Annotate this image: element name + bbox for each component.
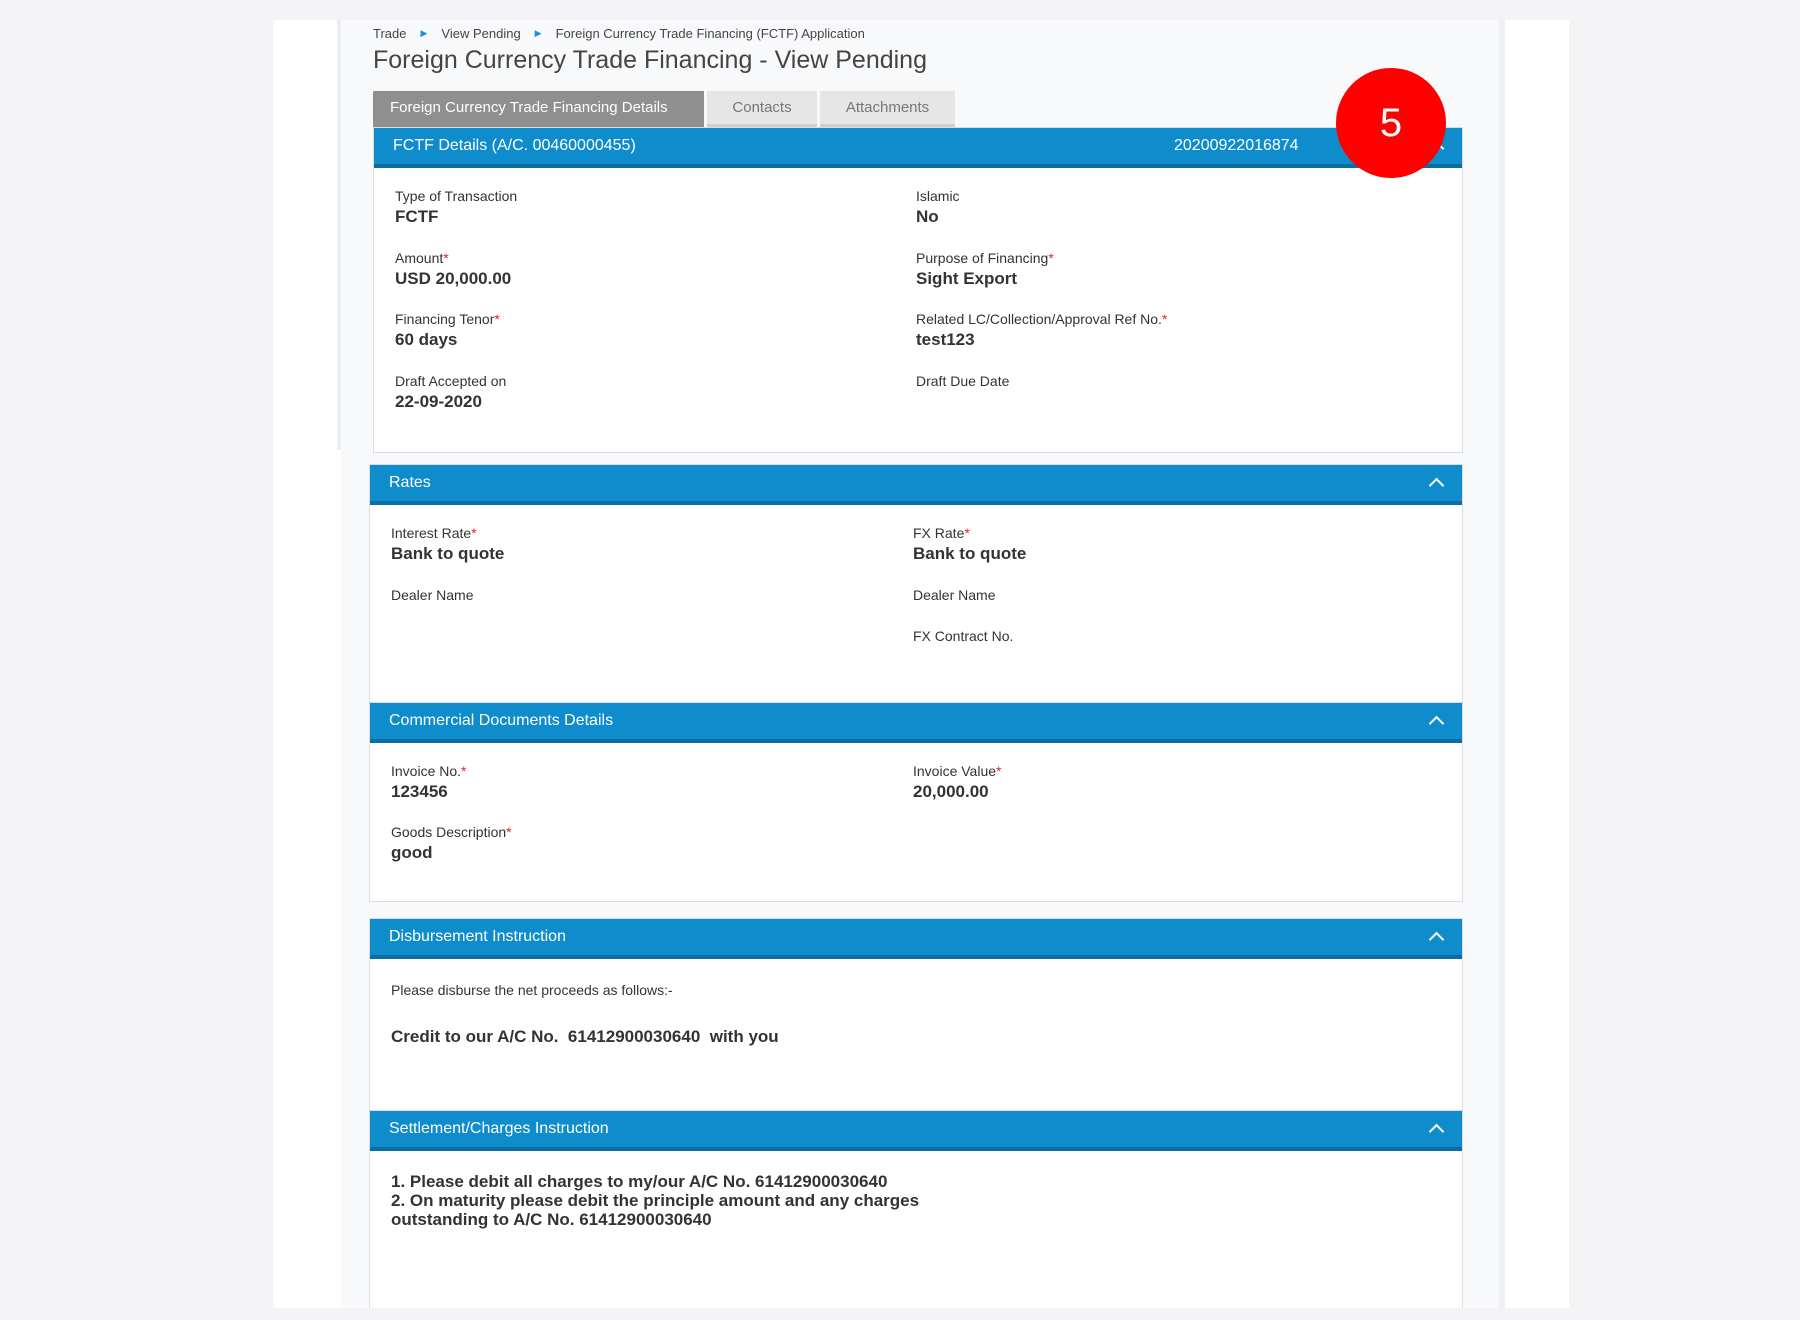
islamic-value: No bbox=[916, 207, 939, 226]
field-interest-rate bbox=[391, 525, 504, 564]
field-draft-due bbox=[916, 373, 1009, 389]
related-value: test123 bbox=[916, 330, 975, 349]
tenor-value: 60 days bbox=[395, 330, 458, 349]
draft-accepted-value: 22-09-2020 bbox=[395, 392, 482, 411]
invoice-no-label: Invoice No.* bbox=[391, 763, 467, 779]
amount-value: USD 20,000.00 bbox=[395, 269, 512, 288]
disbursement-section bbox=[369, 918, 1463, 1118]
field-islamic bbox=[916, 188, 960, 227]
settlement-header[interactable] bbox=[370, 1111, 1462, 1151]
rates-header[interactable] bbox=[370, 465, 1462, 505]
disbursement-title: Disbursement Instruction bbox=[389, 928, 566, 945]
rates-section bbox=[369, 464, 1463, 710]
field-goods-description bbox=[391, 824, 512, 863]
invoice-value-label: Invoice Value* bbox=[913, 763, 1002, 779]
fctf-details-section bbox=[373, 127, 1463, 453]
commercial-docs-section bbox=[369, 702, 1463, 902]
disbursement-intro: Please disburse the net proceeds as follows:- bbox=[391, 982, 673, 998]
type-label: Type of Transaction bbox=[395, 188, 518, 204]
field-invoice-no bbox=[391, 763, 467, 802]
step-number-badge: 5 bbox=[1336, 68, 1446, 178]
settlement-section bbox=[369, 1110, 1463, 1308]
chevron-right-icon: ▶ bbox=[420, 28, 428, 38]
tab-bar bbox=[373, 91, 955, 127]
fx-label: FX Rate* bbox=[913, 525, 970, 541]
settlement-line-3: outstanding to A/C No. 61412900030640 bbox=[391, 1210, 712, 1229]
purpose-value: Sight Export bbox=[916, 269, 1018, 288]
settlement-line-2: 2. On maturity please debit the principle amount and any charges bbox=[391, 1191, 920, 1210]
dealer-name-label-right: Dealer Name bbox=[913, 587, 996, 603]
field-purpose bbox=[916, 250, 1054, 289]
rates-title: Rates bbox=[389, 474, 431, 491]
breadcrumb bbox=[373, 26, 865, 41]
field-draft-accepted bbox=[395, 373, 506, 412]
related-label: Related LC/Collection/Approval Ref No.* bbox=[916, 311, 1168, 327]
purpose-label: Purpose of Financing* bbox=[916, 250, 1054, 266]
settlement-line-1: 1. Please debit all charges to my/our A/C No. 61412900030640 bbox=[391, 1172, 888, 1191]
field-type-of-transaction bbox=[395, 188, 517, 227]
main-content bbox=[341, 20, 1499, 1308]
chevron-up-icon[interactable] bbox=[1429, 932, 1445, 948]
invoice-value-value: 20,000.00 bbox=[913, 782, 989, 801]
app-window bbox=[273, 20, 1569, 1308]
disbursement-instruction: Credit to our A/C No. 61412900030640 with you bbox=[391, 1027, 779, 1046]
breadcrumb-current: Foreign Currency Trade Financing (FCTF) Application bbox=[555, 26, 865, 41]
fx-value: Bank to quote bbox=[913, 544, 1027, 563]
goods-value: good bbox=[391, 843, 433, 862]
tab-contacts[interactable]: Contacts bbox=[707, 91, 817, 127]
tab-attachments[interactable]: Attachments bbox=[820, 91, 955, 127]
interest-label: Interest Rate* bbox=[391, 525, 477, 541]
field-tenor bbox=[395, 311, 500, 350]
dealer-name-label-left: Dealer Name bbox=[391, 587, 474, 603]
type-value: FCTF bbox=[395, 207, 439, 226]
field-related-ref bbox=[916, 311, 1167, 350]
fctf-details-header[interactable] bbox=[374, 128, 1462, 168]
right-border bbox=[1499, 20, 1505, 1308]
commercial-docs-header[interactable] bbox=[370, 703, 1462, 743]
draft-accepted-label: Draft Accepted on bbox=[395, 373, 507, 389]
settlement-title: Settlement/Charges Instruction bbox=[389, 1120, 609, 1137]
tab-fctf-details[interactable]: Foreign Currency Trade Financing Details bbox=[373, 91, 704, 127]
chevron-up-icon[interactable] bbox=[1429, 716, 1445, 732]
reference-number: 20200922016874 bbox=[1174, 137, 1299, 154]
goods-label: Goods Description* bbox=[391, 824, 512, 840]
draft-due-label: Draft Due Date bbox=[916, 373, 1010, 389]
disbursement-header[interactable] bbox=[370, 919, 1462, 959]
chevron-up-icon[interactable] bbox=[1429, 478, 1445, 494]
fctf-details-title: FCTF Details (A/C. 00460000455) bbox=[393, 137, 636, 154]
page-title: Foreign Currency Trade Financing - View Pending bbox=[373, 46, 927, 74]
field-amount bbox=[395, 250, 511, 289]
commercial-docs-title: Commercial Documents Details bbox=[389, 712, 614, 729]
breadcrumb-view-pending[interactable]: View Pending bbox=[441, 26, 521, 41]
interest-value: Bank to quote bbox=[391, 544, 505, 563]
chevron-right-icon: ▶ bbox=[534, 28, 542, 38]
field-invoice-value bbox=[913, 763, 1001, 802]
islamic-label: Islamic bbox=[916, 188, 960, 204]
invoice-no-value: 123456 bbox=[391, 782, 448, 801]
chevron-up-icon[interactable] bbox=[1429, 1124, 1445, 1140]
tenor-label: Financing Tenor* bbox=[395, 311, 500, 327]
left-gutter bbox=[273, 20, 337, 1308]
field-fx-rate bbox=[913, 525, 1026, 564]
fx-contract-label: FX Contract No. bbox=[913, 628, 1014, 644]
amount-label: Amount* bbox=[395, 250, 449, 266]
breadcrumb-trade[interactable]: Trade bbox=[373, 26, 407, 41]
